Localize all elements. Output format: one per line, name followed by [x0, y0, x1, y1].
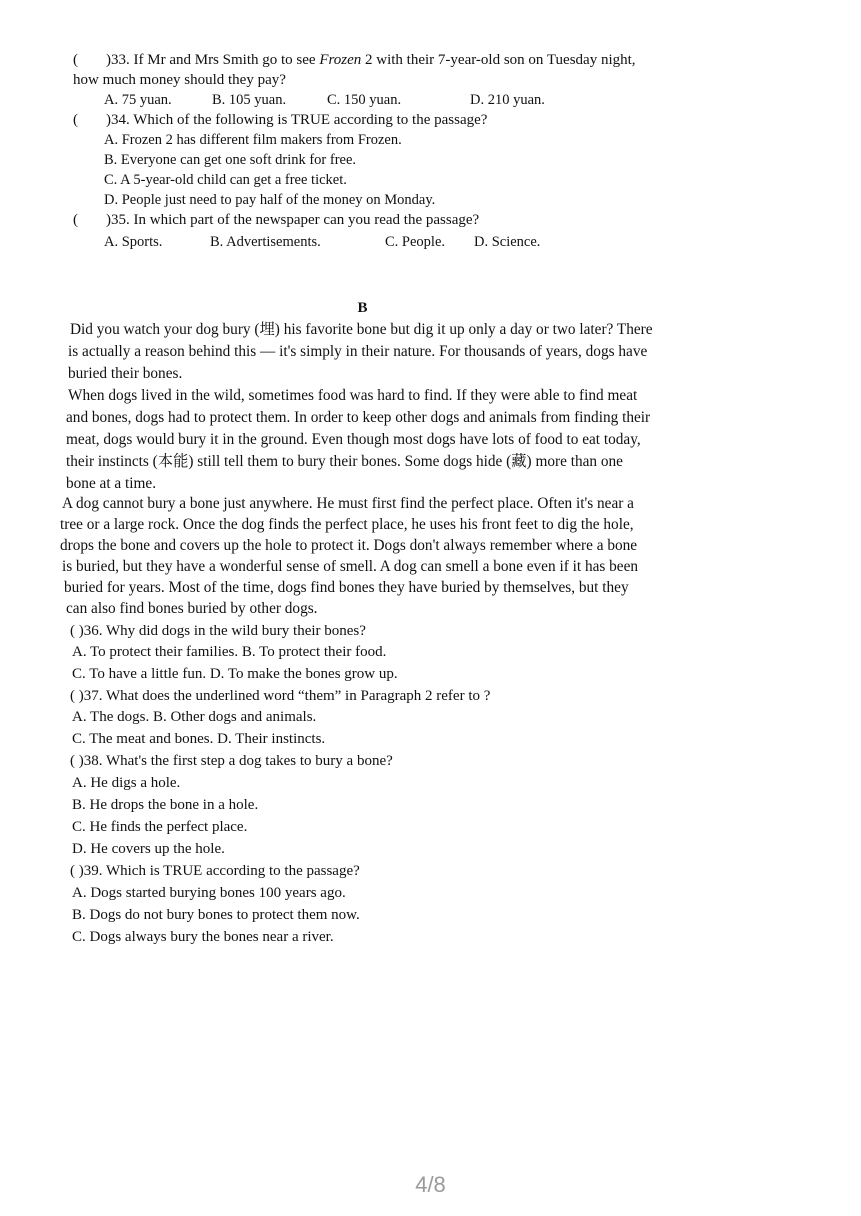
passage-line: buried for years. Most of the time, dogs find bones they have buried by themselves, but they [64, 579, 629, 596]
q33-stem [73, 50, 636, 70]
passage-line: Did you watch your dog bury (埋) his favorite bone but dig it up only a day or two later? There [70, 321, 653, 338]
q36-stem: ( )36. Why did dogs in the wild bury their bones? [70, 623, 366, 639]
q39-option-b: B. Dogs do not bury bones to protect them now. [72, 907, 360, 923]
q38-option-c: C. He finds the perfect place. [72, 819, 248, 835]
q33-option-b: B. 105 yuan. [212, 92, 287, 108]
q33-option-a: A. 75 yuan. [104, 92, 172, 108]
q33-stem-b: 2 with their 7-year-old son on Tuesday night, [361, 52, 636, 68]
q34-option-c: C. A 5-year-old child can get a free ticket. [104, 172, 347, 188]
q35-option-d: D. Science. [474, 234, 541, 250]
q36-options-line: C. To have a little fun. D. To make the bones grow up. [72, 666, 398, 682]
passage-line: is actually a reason behind this — it's simply in their nature. For thousands of years, dogs have [68, 343, 648, 360]
passage-line: tree or a large rock. Once the dog finds the perfect place, he uses his front feet to dig the hole, [60, 516, 634, 533]
passage-line: and bones, dogs had to protect them. In order to keep other dogs and animals from finding their [66, 409, 651, 426]
q35-stem-text: )35. In which part of the newspaper can you read the passage? [106, 212, 480, 228]
q38-stem: ( )38. What's the first step a dog takes to bury a bone? [70, 753, 393, 769]
q35-option-a: A. Sports. [104, 234, 163, 250]
q35-stem [73, 210, 479, 230]
q39-option-c: C. Dogs always bury the bones near a river. [72, 929, 334, 945]
page-number: 4/8 [415, 1172, 446, 1197]
q34-stem [73, 110, 487, 130]
q33-option-c: C. 150 yuan. [327, 92, 402, 108]
q34-stem-text: )34. Which of the following is TRUE according to the passage? [106, 112, 488, 128]
q38-option-b: B. He drops the bone in a hole. [72, 797, 259, 813]
passage-line: A dog cannot bury a bone just anywhere. He must first find the perfect place. Often it's near a [62, 495, 634, 512]
q33-title: Frozen [319, 52, 362, 68]
q38-option-a: A. He digs a hole. [72, 775, 181, 791]
q33-option-d: D. 210 yuan. [470, 92, 545, 108]
section-b-title: B [357, 300, 368, 316]
passage-line: meat, dogs would bury it in the ground. Even though most dogs have lots of food to eat today, [66, 431, 641, 448]
q35-option-c: C. People. [385, 234, 446, 250]
passage-line: drops the bone and covers up the hole to protect it. Dogs don't always remember where a bone [60, 537, 638, 554]
q39-stem: ( )39. Which is TRUE according to the passage? [70, 863, 360, 879]
passage-line: buried their bones. [68, 365, 183, 382]
q35-bracket: ( [73, 212, 78, 228]
passage-line: is buried, but they have a wonderful sense of smell. A dog can smell a bone even if it has been [62, 558, 639, 575]
q33-stem-line2: how much money should they pay? [73, 72, 286, 88]
passage-line: can also find bones buried by other dogs. [66, 600, 318, 617]
passage-line: their instincts (本能) still tell them to bury their bones. Some dogs hide (藏) more than one [66, 453, 623, 470]
q38-option-d: D. He covers up the hole. [72, 841, 225, 857]
q34-option-b: B. Everyone can get one soft drink for free. [104, 152, 357, 168]
passage-line: When dogs lived in the wild, sometimes food was hard to find. If they were able to find meat [68, 387, 638, 404]
q33-bracket: ( [73, 52, 78, 68]
q36-options-line: A. To protect their families. B. To protect their food. [72, 644, 387, 660]
q37-options-line: C. The meat and bones. D. Their instincts. [72, 731, 326, 747]
q37-options-line: A. The dogs. B. Other dogs and animals. [72, 709, 317, 725]
q35-option-b: B. Advertisements. [210, 234, 321, 250]
q33-stem-a: )33. If Mr and Mrs Smith go to see [106, 52, 320, 68]
q34-option-a: A. Frozen 2 has different film makers from Frozen. [104, 132, 402, 148]
q34-bracket: ( [73, 112, 78, 128]
q37-stem: ( )37. What does the underlined word “them” in Paragraph 2 refer to ? [70, 688, 491, 704]
q39-option-a: A. Dogs started burying bones 100 years ago. [72, 885, 346, 901]
passage-line: bone at a time. [66, 475, 157, 492]
q34-option-d: D. People just need to pay half of the money on Monday. [104, 192, 436, 208]
